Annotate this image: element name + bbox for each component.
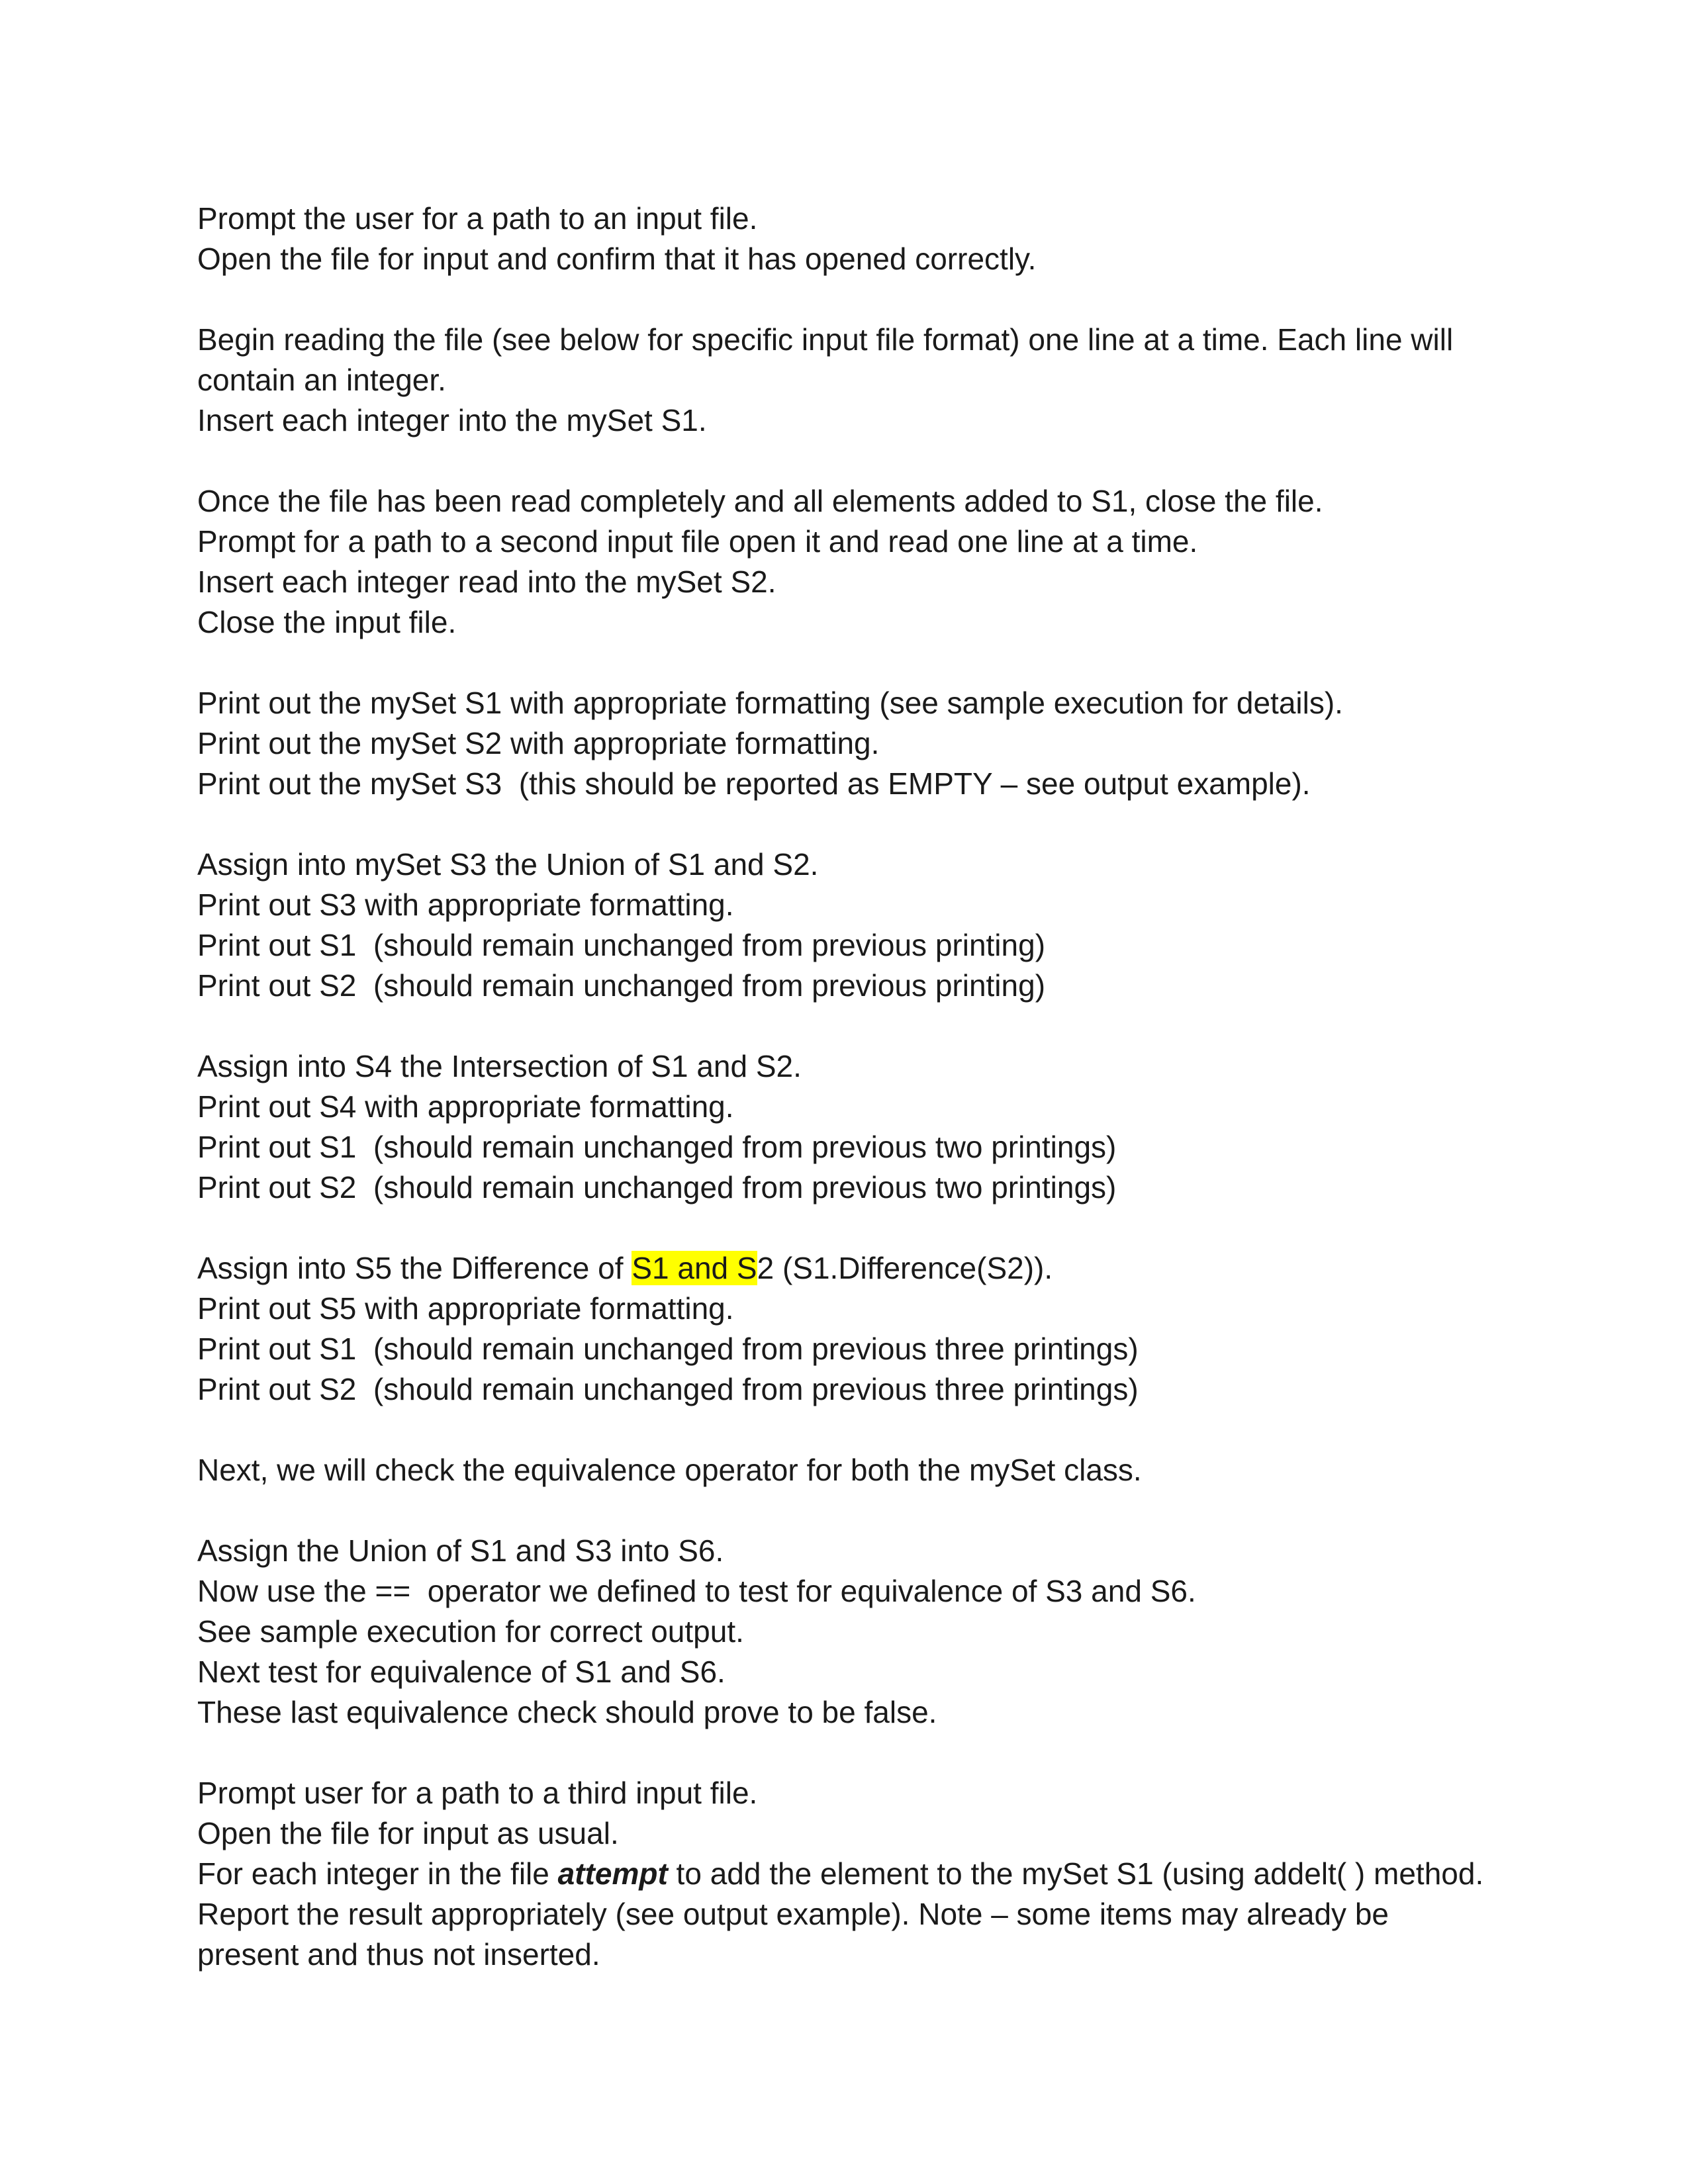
paragraph xyxy=(197,1046,1515,1208)
paragraph xyxy=(197,320,1515,441)
text-line: contain an integer. xyxy=(197,363,446,397)
paragraph-spacer xyxy=(197,441,1515,481)
paragraph-spacer xyxy=(197,1410,1515,1450)
text-line: Assign the Union of S1 and S3 into S6. xyxy=(197,1533,724,1568)
paragraph xyxy=(197,199,1515,279)
text-line: Report the result appropriately (see output example). Note – some items may already be xyxy=(197,1897,1389,1931)
text-line: Assign into S4 the Intersection of S1 and S2. xyxy=(197,1049,802,1083)
paragraph xyxy=(197,1450,1515,1490)
difference-line xyxy=(197,1248,1515,1289)
text-line: These last equivalence check should prove to be false. xyxy=(197,1695,937,1729)
text-line: Prompt for a path to a second input file open it and read one line at a time. xyxy=(197,524,1198,559)
text-line: Next, we will check the equivalence operator for both the mySet class. xyxy=(197,1453,1142,1487)
text-line: Close the input file. xyxy=(197,605,457,639)
emphasized-text: attempt xyxy=(557,1856,668,1891)
text-line: Print out S1 (should remain unchanged from previous two printings) xyxy=(197,1130,1117,1164)
text-line: Open the file for input and confirm that it has opened correctly. xyxy=(197,242,1037,276)
text-line: Assign into mySet S3 the Union of S1 and S2. xyxy=(197,847,819,882)
text-run: 2 (S1.Difference(S2)). xyxy=(757,1251,1053,1285)
text-run: For each integer in the file xyxy=(197,1856,558,1891)
text-line: Print out S3 with appropriate formatting. xyxy=(197,887,734,922)
paragraph-spacer xyxy=(197,1006,1515,1046)
attempt-line xyxy=(197,1854,1515,1894)
text-line: Print out S5 with appropriate formatting. xyxy=(197,1291,734,1326)
paragraph-spacer xyxy=(197,1490,1515,1531)
text-line: Open the file for input as usual. xyxy=(197,1816,619,1850)
paragraph-spacer xyxy=(197,279,1515,320)
document-body xyxy=(197,199,1515,1975)
text-line: Print out S2 (should remain unchanged from previous printing) xyxy=(197,968,1046,1003)
paragraph-spacer xyxy=(197,643,1515,683)
text-line: Insert each integer into the mySet S1. xyxy=(197,403,707,437)
text-line: Begin reading the file (see below for specific input file format) one line at a time. Each line will xyxy=(197,322,1454,357)
text-line: Print out S1 (should remain unchanged from previous printing) xyxy=(197,928,1046,962)
text-run: Assign into S5 the Difference of xyxy=(197,1251,632,1285)
text-line: Print out the mySet S1 with appropriate formatting (see sample execution for details). xyxy=(197,686,1343,720)
paragraph xyxy=(197,683,1515,804)
text-line: Once the file has been read completely and all elements added to S1, close the file. xyxy=(197,484,1323,518)
text-line: Print out S2 (should remain unchanged from previous two printings) xyxy=(197,1170,1117,1205)
paragraph-spacer xyxy=(197,1733,1515,1773)
text-line: Print out S2 (should remain unchanged from previous three printings) xyxy=(197,1372,1139,1406)
text-line: Next test for equivalence of S1 and S6. xyxy=(197,1655,726,1689)
highlighted-text: S1 and S xyxy=(632,1251,757,1285)
text-line: Insert each integer read into the mySet S2. xyxy=(197,565,776,599)
paragraph xyxy=(197,1531,1515,1733)
text-line: Print out the mySet S3 (this should be reported as EMPTY – see output example). xyxy=(197,766,1311,801)
text-line: present and thus not inserted. xyxy=(197,1937,600,1972)
text-line: Print out S1 (should remain unchanged from previous three printings) xyxy=(197,1332,1139,1366)
paragraph xyxy=(197,481,1515,643)
text-line: Now use the == operator we defined to test for equivalence of S3 and S6. xyxy=(197,1574,1196,1608)
paragraph xyxy=(197,1248,1515,1410)
text-line: Prompt the user for a path to an input file. xyxy=(197,201,758,236)
paragraph xyxy=(197,844,1515,1006)
text-run: to add the element to the mySet S1 (using addelt( ) method. xyxy=(667,1856,1484,1891)
text-line: Prompt user for a path to a third input file. xyxy=(197,1776,758,1810)
text-line: Print out the mySet S2 with appropriate formatting. xyxy=(197,726,880,760)
paragraph-spacer xyxy=(197,1208,1515,1248)
text-line: See sample execution for correct output. xyxy=(197,1614,744,1649)
text-line: Print out S4 with appropriate formatting. xyxy=(197,1089,734,1124)
paragraph xyxy=(197,1773,1515,1975)
paragraph-spacer xyxy=(197,804,1515,844)
